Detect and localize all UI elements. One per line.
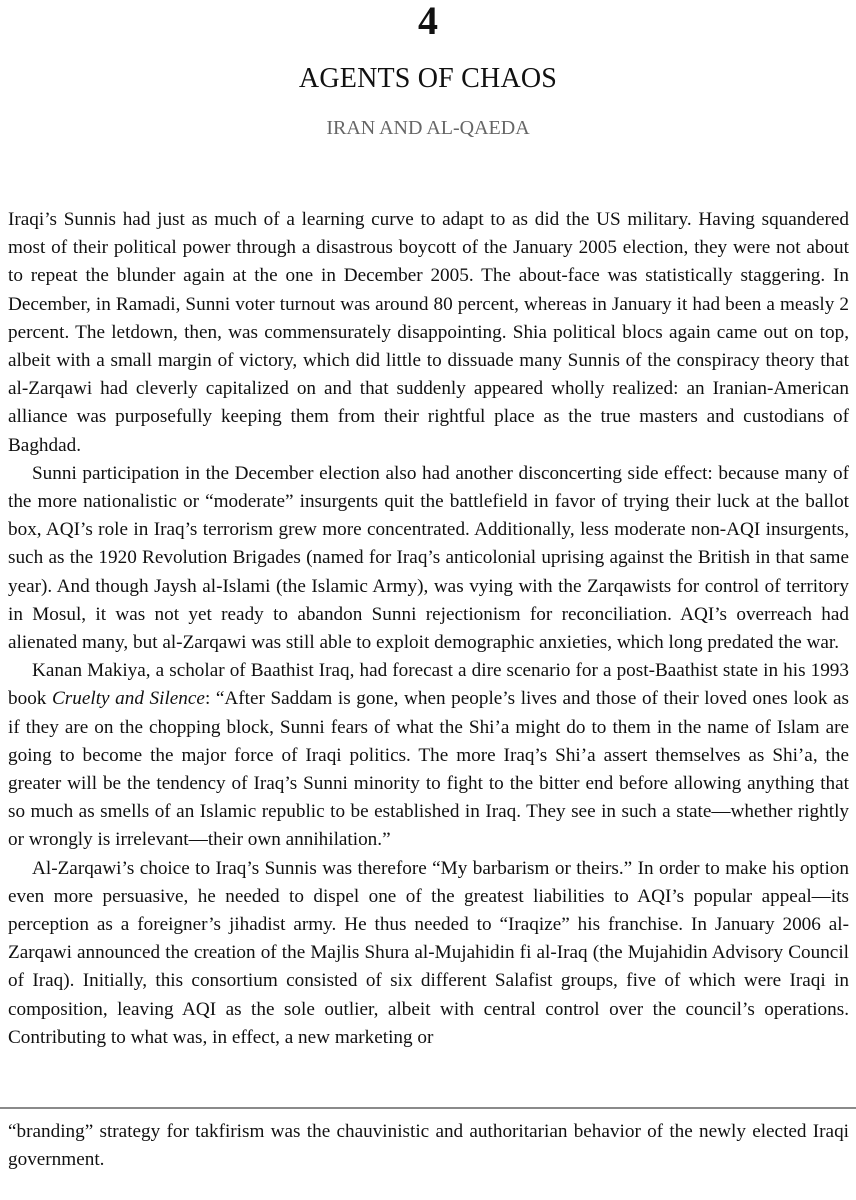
chapter-number: 4 (418, 0, 438, 43)
paragraph-3 (8, 657, 849, 854)
chapter-title: AGENTS OF CHAOS (298, 63, 558, 94)
paragraph-3-text-before: Kanan Makiya, a scholar of Baathist Iraq, had forecast a dire scenario for a post-Baathist state in his 1993 book (8, 660, 849, 710)
continuation-paragraph: “branding” strategy for takfirism was the chauvinistic and authoritarian behavior of the newly elected Iraqi government. (8, 1121, 849, 1171)
book-title: Cruelty and Silence (51, 688, 205, 710)
paragraph-3-text-after: : “After Saddam is gone, when people’s lives and those of their loved ones look as if they are on the chopping block, Sunni fears of what the Shi’a might do to them in the name of Islam are going to become the major force of Iraqi politics. The more Iraq’s Shi’a assert themselves as Shi’a, the greater will be the tendency of Iraq’s Sunni minority to fight to the bitter end before allowing anything that so much as smells of an Islamic republic to be established in Iraq. They see in such a state—whether rightly or wrongly is irrelevant—their own annihilation.” (8, 688, 850, 851)
paragraph-4: Al-Zarqawi’s choice to Iraq’s Sunnis was therefore “My barbarism or theirs.” In order to make his option even more persuasive, he needed to dispel one of the greatest liabilities to AQI’s popular appeal—its perception as a foreigner’s jihadist army. He thus needed to “Iraqize” his franchise. In January 2006 al-Zarqawi announced the creation of the Majlis Shura al-Mujahidin fi al-Iraq (the Mujahidin Advisory Council of Iraq). Initially, this consortium consisted of six different Salafist groups, five of which were Iraqi in composition, leaving AQI as the sole outlier, albeit with central control over the council’s operations. Contributing to what was, in effect, a new marketing or (8, 857, 849, 1048)
page-divider (0, 1107, 856, 1109)
chapter-body (8, 206, 849, 1052)
paragraph-2: Sunni participation in the December election also had another disconcerting side effect: because many of the more nationalistic or “moderate” insurgents quit the battlefield in favor of trying their luck at the ballot box, AQI’s role in Iraq’s terrorism grew more concentrated. Additionally, less moderate non-AQI insurgents, such as the 1920 Revolution Brigades (named for Iraq’s anticolonial uprising against the British in that same year). And though Jaysh al-Islami (the Islamic Army), was vying with the Zarqawists for control of territory in Mosul, it was not yet ready to abandon Sunni rejectionism for reconciliation. AQI’s overreach had alienated many, but al-Zarqawi was still able to exploit demographic anxieties, which long predated the war. (8, 462, 849, 654)
chapter-subtitle: IRAN AND AL-QAEDA (326, 117, 530, 139)
paragraph-1: Iraqi’s Sunnis had just as much of a learning curve to adapt to as did the US military. Having squandered most of their political power through a disastrous boycott of the January 2005 election, they were not about to repeat the blunder again at the one in December 2005. The about-face was statistically staggering. In December, in Ramadi, Sunni voter turnout was around 80 percent, whereas in January it had been a measly 2 percent. The letdown, then, was commensurately disappointing. Shia political blocs again came out on top, albeit with a small margin of victory, which did little to dissuade many Sunnis of the conspiracy theory that al-Zarqawi had cleverly capitalized on and that suddenly appeared wholly realized: an Iranian-American alliance was purposefully keeping them from their rightful place as the true masters and custodians of Baghdad. (8, 209, 849, 456)
